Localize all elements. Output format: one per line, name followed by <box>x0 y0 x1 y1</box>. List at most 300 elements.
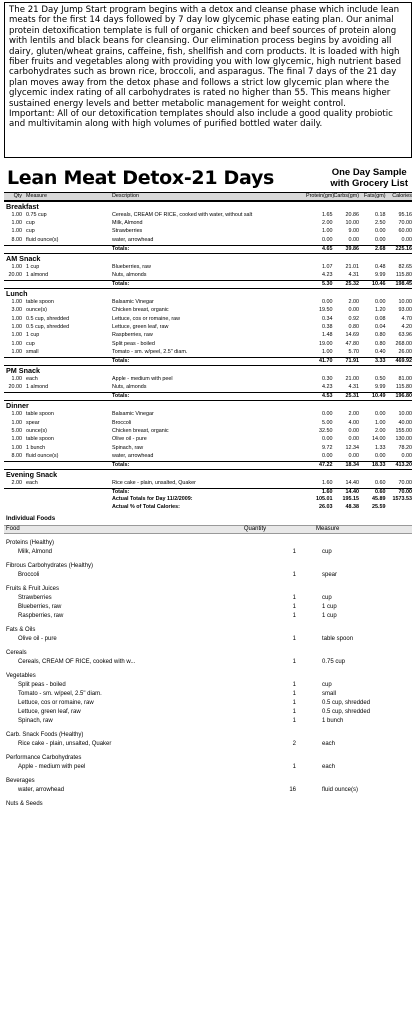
food-item-quantity: 1 <box>292 603 296 610</box>
item-measure: table spoon <box>26 298 54 305</box>
item-description: Lettuce, cos or romaine, raw <box>112 315 181 322</box>
meal-item-row <box>4 419 412 427</box>
food-item-measure: cup <box>322 681 332 688</box>
item-measure: small <box>26 349 39 356</box>
item-fats: 2.50 <box>375 220 386 227</box>
actual-totals-fats: 45.89 <box>372 496 386 503</box>
item-qty: 2.00 <box>11 479 22 486</box>
actual-totals-label: Actual Totals for Day 11/2/2009: <box>112 496 193 503</box>
item-qty: 20.00 <box>8 384 22 391</box>
meal-totals-row <box>4 461 412 469</box>
item-measure: 1 cup <box>26 332 40 339</box>
item-carbs: 47.80 <box>345 340 359 347</box>
food-category <box>4 754 412 772</box>
item-carbs: 2.00 <box>348 411 359 418</box>
meal-totals-row <box>4 357 412 365</box>
food-item-row <box>4 708 412 717</box>
food-item-name: Rice cake - plain, unsalted, Quaker <box>18 740 112 747</box>
food-item-name: Spinach, raw <box>18 717 53 724</box>
meal-item-row <box>4 479 412 487</box>
item-measure: spear <box>26 419 40 426</box>
meal-item-row <box>4 228 412 236</box>
food-item-quantity: 1 <box>292 681 296 688</box>
item-measure: each <box>26 479 38 486</box>
food-category-name: Vegetables <box>6 672 36 679</box>
totals-label: Totals: <box>112 358 130 365</box>
item-description: Cereals, CREAM OF RICE, cooked with water, without salt <box>112 211 253 218</box>
totals-fats: 2.68 <box>375 245 386 252</box>
meal-plan-sheet <box>4 164 412 1024</box>
item-protein: 1.00 <box>322 228 333 235</box>
item-calories: 4.20 <box>401 323 412 330</box>
item-carbs: 4.31 <box>348 272 359 279</box>
food-category-name: Fats & Oils <box>6 626 36 633</box>
totals-calories: 225.16 <box>395 245 412 252</box>
food-category <box>4 562 412 580</box>
item-qty: 1.00 <box>11 436 22 443</box>
food-item-name: Apple - medium with peel <box>18 763 86 770</box>
food-item-row <box>4 594 412 603</box>
totals-protein: 47.22 <box>319 461 333 468</box>
food-item-name: Tomato - sm. w/peel, 2.5" diam. <box>18 690 102 697</box>
item-measure: fluid ounce(s) <box>26 236 59 243</box>
header-fats: Fats(gm) <box>363 193 386 199</box>
food-item-name: Split peas - boiled <box>18 681 66 688</box>
item-protein: 0.34 <box>322 315 333 322</box>
totals-label: Totals: <box>112 461 130 468</box>
item-fats: 0.48 <box>375 263 386 270</box>
sheet-title: Lean Meat Detox-21 Days <box>7 167 275 189</box>
item-fats: 0.00 <box>375 236 386 243</box>
meal-section <box>4 201 412 253</box>
item-qty: 1.00 <box>11 263 22 270</box>
totals-carbs: 25.31 <box>345 393 359 400</box>
item-carbs: 10.00 <box>345 220 359 227</box>
meal-name: AM Snack <box>4 253 412 263</box>
food-category-name: Proteins (Healthy) <box>6 539 55 546</box>
item-measure: 1 cup <box>26 263 40 270</box>
item-calories: 60.00 <box>398 228 412 235</box>
totals-fats: 0.60 <box>375 488 386 495</box>
item-protein: 5.00 <box>322 419 333 426</box>
sheet-subtitle-line1: One Day Sample <box>331 167 407 178</box>
meal-item-row <box>4 427 412 435</box>
item-carbs: 4.00 <box>348 419 359 426</box>
item-protein: 1.00 <box>322 349 333 356</box>
food-item-name: Lettuce, cos or romaine, raw <box>18 699 94 706</box>
item-carbs: 5.70 <box>348 349 359 356</box>
food-item-name: Blueberries, raw <box>18 603 62 610</box>
item-qty: 3.00 <box>11 307 22 314</box>
item-protein: 19.50 <box>319 307 333 314</box>
meal-item-row <box>4 307 412 315</box>
food-item-quantity: 1 <box>292 708 296 715</box>
item-fats: 0.00 <box>375 411 386 418</box>
food-item-row <box>4 690 412 699</box>
food-item-name: Strawberries <box>18 594 52 601</box>
item-protein: 0.00 <box>322 453 333 460</box>
percent-totals-fats: 25.59 <box>372 504 386 511</box>
totals-calories: 413.20 <box>395 461 412 468</box>
totals-protein: 4.53 <box>322 393 333 400</box>
item-carbs: 9.00 <box>348 228 359 235</box>
item-calories: 82.65 <box>398 263 412 270</box>
item-qty: 1.00 <box>11 411 22 418</box>
item-carbs: 0.80 <box>348 323 359 330</box>
food-item-row <box>4 740 412 749</box>
item-protein: 0.00 <box>322 236 333 243</box>
item-carbs: 0.00 <box>348 453 359 460</box>
food-item-measure: 1 cup <box>322 603 337 610</box>
item-measure: cup <box>26 340 35 347</box>
item-fats: 9.99 <box>375 384 386 391</box>
item-calories: 70.00 <box>398 479 412 486</box>
item-protein: 1.65 <box>322 211 333 218</box>
totals-fats: 3.33 <box>375 358 386 365</box>
item-calories: 93.00 <box>398 307 412 314</box>
item-qty: 1.00 <box>11 298 22 305</box>
header-description: Description <box>112 193 139 199</box>
meal-item-row <box>4 436 412 444</box>
food-item-measure: 0.75 cup <box>322 658 346 665</box>
item-calories: 115.80 <box>395 272 412 279</box>
food-item-quantity: 1 <box>292 548 296 555</box>
food-item-row <box>4 699 412 708</box>
food-item-row <box>4 571 412 580</box>
item-description: Rice cake - plain, unsalted, Quaker <box>112 479 196 486</box>
item-calories: 4.70 <box>401 315 412 322</box>
food-category-name: Performance Carbohydrates <box>6 754 82 761</box>
totals-fats: 18.33 <box>372 461 386 468</box>
food-item-measure: cup <box>322 594 332 601</box>
item-carbs: 4.31 <box>348 384 359 391</box>
header-calories: Calories <box>392 193 412 199</box>
totals-protein: 41.70 <box>319 358 333 365</box>
food-item-quantity: 1 <box>292 571 296 578</box>
item-carbs: 21.01 <box>345 263 359 270</box>
item-calories: 10.00 <box>398 298 412 305</box>
meal-sections <box>4 201 412 496</box>
item-protein: 2.00 <box>322 220 333 227</box>
food-item-measure: table spoon <box>322 635 354 642</box>
item-calories: 40.00 <box>398 419 412 426</box>
item-protein: 1.60 <box>322 479 333 486</box>
item-carbs: 0.00 <box>348 436 359 443</box>
food-category <box>4 672 412 726</box>
sheet-subtitle-line2: with Grocery List <box>330 178 408 189</box>
totals-calories: 469.92 <box>395 358 412 365</box>
item-calories: 10.00 <box>398 411 412 418</box>
item-protein: 4.23 <box>322 384 333 391</box>
meal-item-row <box>4 298 412 306</box>
foods-table-header <box>4 525 412 534</box>
item-description: Blueberries, raw <box>112 263 151 270</box>
item-fats: 0.80 <box>375 340 386 347</box>
item-carbs: 2.00 <box>348 298 359 305</box>
item-protein: 0.38 <box>322 323 333 330</box>
actual-totals-row <box>4 496 412 504</box>
intro-important-note: Important: All of our detoxification templates should also include a good quality probiotic and multivitamin along with high volumes of purified bottled water daily. <box>9 109 393 130</box>
item-measure: each <box>26 375 38 382</box>
food-item-row <box>4 612 412 621</box>
totals-carbs: 18.34 <box>345 461 359 468</box>
food-category-name: Cereals <box>6 649 27 656</box>
meal-item-row <box>4 332 412 340</box>
food-category <box>4 800 412 809</box>
food-item-quantity: 1 <box>292 594 296 601</box>
item-fats: 0.80 <box>375 332 386 339</box>
item-calories: 268.00 <box>395 340 412 347</box>
intro-text-box <box>4 2 412 158</box>
food-item-quantity: 1 <box>292 690 296 697</box>
meal-section <box>4 288 412 365</box>
item-qty: 8.00 <box>11 236 22 243</box>
meal-totals-row <box>4 392 412 400</box>
item-fats: 14.00 <box>372 436 386 443</box>
item-qty: 1.00 <box>11 315 22 322</box>
food-item-name: Olive oil - pure <box>18 635 57 642</box>
percent-totals-label: Actual % of Total Calories: <box>112 504 180 511</box>
foods-header-food: Food <box>6 525 20 532</box>
item-carbs: 0.00 <box>348 427 359 434</box>
actual-totals-protein: 105.01 <box>316 496 333 503</box>
item-protein: 1.07 <box>322 263 333 270</box>
food-item-quantity: 16 <box>289 786 296 793</box>
item-carbs: 14.69 <box>345 332 359 339</box>
item-carbs: 0.00 <box>348 236 359 243</box>
food-category <box>4 626 412 644</box>
sheet-title-bar <box>4 164 412 192</box>
food-category-name: Carb. Snack Foods (Healthy) <box>6 731 84 738</box>
totals-protein: 4.65 <box>322 245 333 252</box>
meal-table-header <box>4 192 412 201</box>
item-protein: 0.00 <box>322 411 333 418</box>
item-description: Balsamic Vinegar <box>112 411 154 418</box>
meal-name: Evening Snack <box>4 469 412 479</box>
item-fats: 0.60 <box>375 479 386 486</box>
totals-carbs: 71.91 <box>345 358 359 365</box>
meal-item-row <box>4 348 412 356</box>
item-measure: cup <box>26 220 35 227</box>
food-item-row <box>4 658 412 667</box>
totals-label: Totals: <box>112 488 130 495</box>
item-qty: 5.00 <box>11 427 22 434</box>
item-qty: 8.00 <box>11 453 22 460</box>
food-item-name: Milk, Almond <box>18 548 53 555</box>
item-description: Spinach, raw <box>112 444 144 451</box>
foods-header-quantity: Quantity <box>243 525 267 532</box>
item-protein: 0.30 <box>322 375 333 382</box>
food-item-measure: spear <box>322 571 338 578</box>
meal-section <box>4 469 412 496</box>
totals-carbs: 25.32 <box>345 280 359 287</box>
item-fats: 0.00 <box>375 228 386 235</box>
food-item-row <box>4 763 412 772</box>
item-description: water, arrowhead <box>112 236 154 243</box>
item-carbs: 0.00 <box>348 307 359 314</box>
food-item-quantity: 1 <box>292 612 296 619</box>
food-item-measure: small <box>322 690 337 697</box>
food-category <box>4 539 412 557</box>
item-description: Strawberries <box>112 228 143 235</box>
item-description: Apple - medium with peel <box>112 375 173 382</box>
item-protein: 4.23 <box>322 272 333 279</box>
item-calories: 0.00 <box>401 453 412 460</box>
food-item-quantity: 2 <box>292 740 296 747</box>
food-item-row <box>4 786 412 795</box>
food-item-measure: each <box>322 763 336 770</box>
meal-section <box>4 253 412 288</box>
actual-totals-carbs: 195.15 <box>342 496 359 503</box>
percent-totals-protein: 26.03 <box>319 504 333 511</box>
item-fats: 1.33 <box>375 444 386 451</box>
item-calories: 78.20 <box>398 444 412 451</box>
item-qty: 20.00 <box>8 272 22 279</box>
item-measure: ounce(s) <box>26 307 47 314</box>
food-category-name: Fruits & Fruit Juices <box>6 585 60 592</box>
item-fats: 0.40 <box>375 349 386 356</box>
totals-calories: 70.00 <box>398 488 412 495</box>
totals-carbs: 14.40 <box>345 488 359 495</box>
item-description: Olive oil - pure <box>112 436 147 443</box>
food-item-row <box>4 635 412 644</box>
food-item-name: water, arrowhead <box>18 786 65 793</box>
food-category <box>4 731 412 749</box>
item-fats: 9.99 <box>375 272 386 279</box>
food-item-quantity: 1 <box>292 635 296 642</box>
item-description: Split peas - boiled <box>112 340 155 347</box>
item-carbs: 21.00 <box>345 375 359 382</box>
item-description: Nuts, almonds <box>112 272 147 279</box>
item-measure: 1 almond <box>26 272 49 279</box>
item-description: Balsamic Vinegar <box>112 298 154 305</box>
totals-label: Totals: <box>112 393 130 400</box>
item-measure: 1 bunch <box>26 444 46 451</box>
item-fats: 0.04 <box>375 323 386 330</box>
item-qty: 1.00 <box>11 211 22 218</box>
meal-totals-row <box>4 280 412 288</box>
item-calories: 70.00 <box>398 220 412 227</box>
meal-item-row <box>4 315 412 323</box>
item-fats: 1.00 <box>375 419 386 426</box>
item-calories: 155.00 <box>395 427 412 434</box>
totals-calories: 198.45 <box>395 280 412 287</box>
food-category-name: Fibrous Carbohydrates (Healthy) <box>6 562 94 569</box>
food-item-row <box>4 717 412 726</box>
item-measure: ounce(s) <box>26 427 47 434</box>
item-calories: 95.16 <box>398 211 412 218</box>
food-category-name: Nuts & Seeds <box>6 800 43 807</box>
header-protein: Protein(gm) <box>306 193 335 199</box>
food-item-quantity: 1 <box>292 763 296 770</box>
food-item-name: Raspberries, raw <box>18 612 64 619</box>
totals-protein: 5.30 <box>322 280 333 287</box>
food-item-measure: 1 cup <box>322 612 337 619</box>
meal-item-row <box>4 384 412 392</box>
item-calories: 115.80 <box>395 384 412 391</box>
item-description: Nuts, almonds <box>112 384 147 391</box>
item-calories: 130.00 <box>395 436 412 443</box>
individual-foods-heading: Individual Foods <box>6 514 56 522</box>
item-qty: 1.00 <box>11 220 22 227</box>
totals-protein: 1.60 <box>322 488 333 495</box>
meal-item-row <box>4 219 412 227</box>
item-calories: 26.00 <box>398 349 412 356</box>
item-fats: 0.50 <box>375 375 386 382</box>
food-item-row <box>4 681 412 690</box>
item-calories: 81.00 <box>398 375 412 382</box>
item-description: Tomato - sm. w/peel, 2.5" diam. <box>112 349 188 356</box>
totals-fats: 10.46 <box>372 280 386 287</box>
item-qty: 1.00 <box>11 444 22 451</box>
item-qty: 1.00 <box>11 323 22 330</box>
meal-item-row <box>4 340 412 348</box>
item-protein: 0.00 <box>322 436 333 443</box>
food-category <box>4 585 412 621</box>
item-description: Chicken breast, organic <box>112 307 169 314</box>
percent-totals-row <box>4 504 412 512</box>
item-fats: 0.18 <box>375 211 386 218</box>
item-fats: 0.00 <box>375 298 386 305</box>
totals-carbs: 39.86 <box>345 245 359 252</box>
header-qty: Qty <box>13 193 22 199</box>
meal-item-row <box>4 444 412 452</box>
food-item-measure: each <box>322 740 336 747</box>
item-protein: 32.50 <box>319 427 333 434</box>
item-qty: 1.00 <box>11 332 22 339</box>
food-item-name: Cereals, CREAM OF RICE, cooked with w... <box>18 658 136 665</box>
meal-name: Dinner <box>4 400 412 410</box>
meal-item-row <box>4 271 412 279</box>
item-protein: 9.72 <box>322 444 333 451</box>
item-qty: 1.00 <box>11 349 22 356</box>
meal-totals-row <box>4 245 412 253</box>
meal-item-row <box>4 211 412 219</box>
header-measure: Measure <box>26 193 47 199</box>
item-qty: 1.00 <box>11 228 22 235</box>
item-measure: cup <box>26 228 35 235</box>
item-qty: 1.00 <box>11 419 22 426</box>
item-fats: 0.08 <box>375 315 386 322</box>
meal-name: Lunch <box>4 288 412 298</box>
item-measure: fluid ounce(s) <box>26 453 59 460</box>
item-measure: table spoon <box>26 436 54 443</box>
item-fats: 1.20 <box>375 307 386 314</box>
item-fats: 2.00 <box>375 427 386 434</box>
item-description: water, arrowhead <box>112 453 154 460</box>
actual-totals-calories: 1573.53 <box>392 496 412 503</box>
food-categories <box>4 539 412 809</box>
foods-header-measure: Measure <box>316 525 340 532</box>
item-measure: 0.5 cup, shredded <box>26 315 70 322</box>
item-measure: 0.75 cup <box>26 211 47 218</box>
food-item-name: Broccoli <box>18 571 40 578</box>
food-category <box>4 777 412 795</box>
meal-section <box>4 365 412 400</box>
item-carbs: 14.40 <box>345 479 359 486</box>
item-calories: 63.96 <box>398 332 412 339</box>
meal-item-row <box>4 236 412 244</box>
totals-calories: 196.80 <box>395 393 412 400</box>
totals-label: Totals: <box>112 245 130 252</box>
meal-item-row <box>4 375 412 383</box>
sheet-subtitle <box>330 167 408 189</box>
header-carbs: Carbs(gm) <box>333 193 359 199</box>
food-item-measure: 0.5 cup, shredded <box>322 699 371 706</box>
meal-item-row <box>4 263 412 271</box>
food-category <box>4 649 412 667</box>
food-category-name: Beverages <box>6 777 35 784</box>
